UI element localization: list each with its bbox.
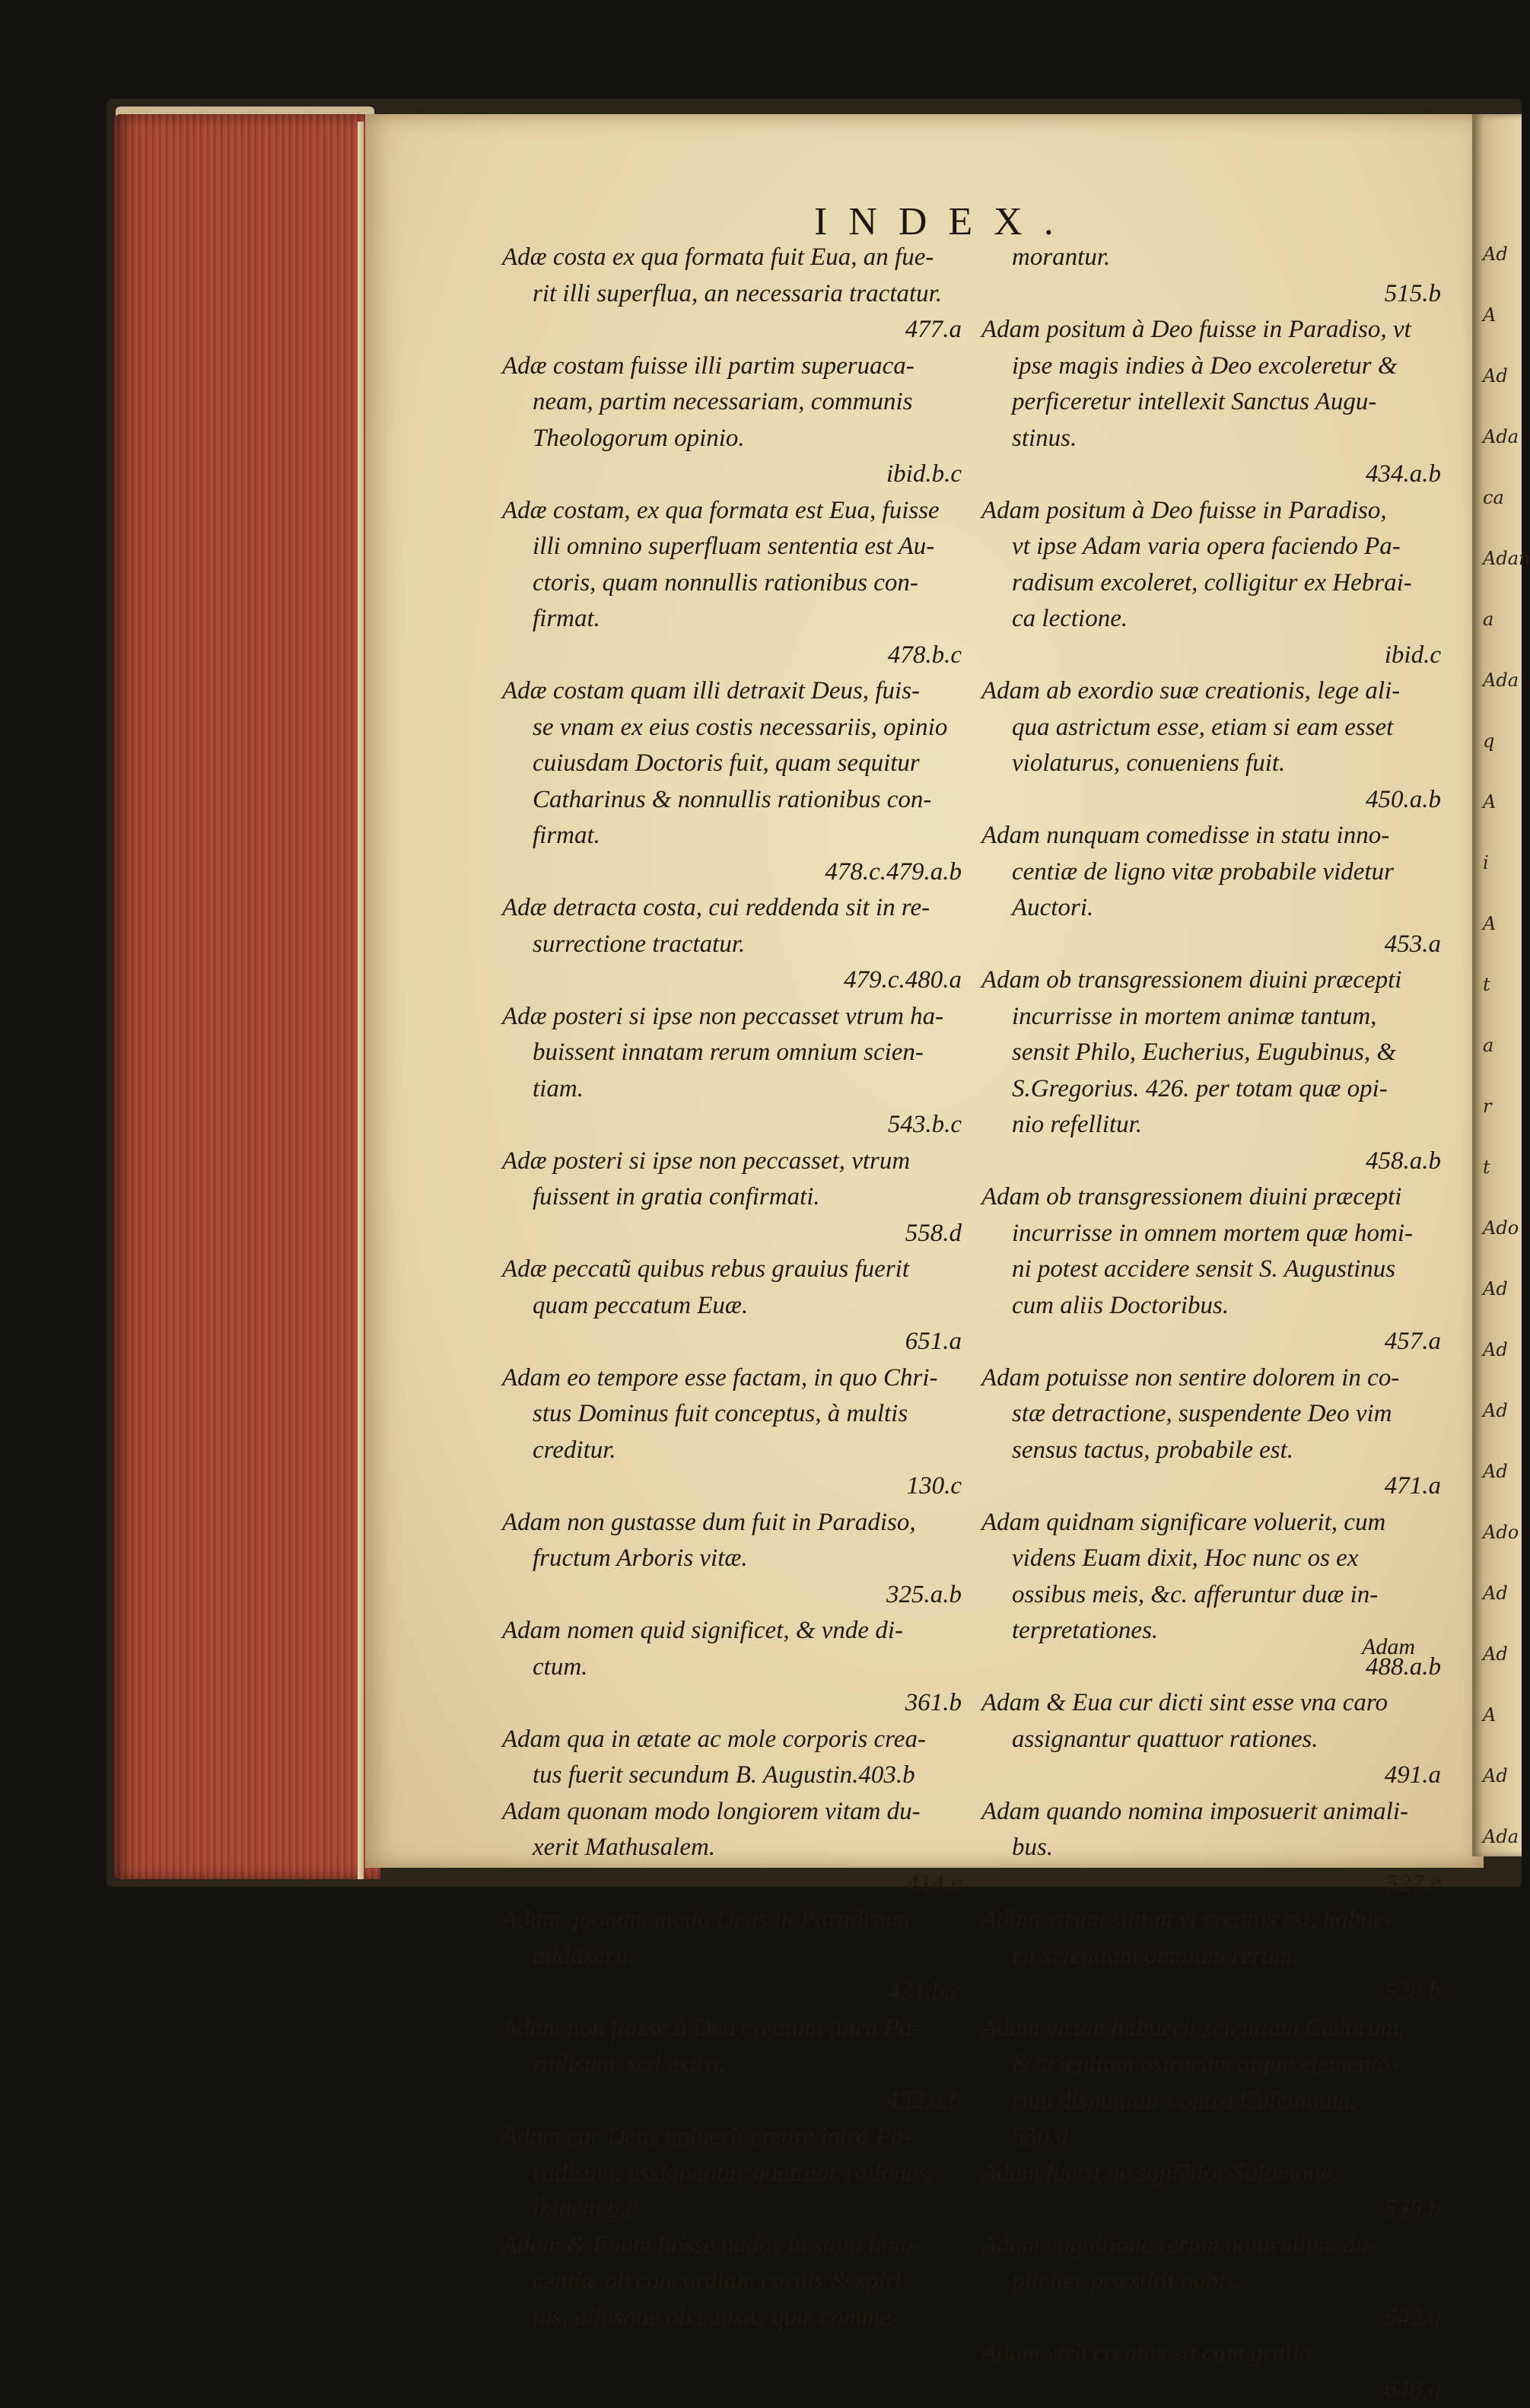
index-entry	[502, 1794, 966, 1903]
page-reference: 543.b.c	[502, 1107, 966, 1144]
facing-page-text-fragment: a	[1483, 609, 1493, 630]
entry-continuation-line: Auctori.	[981, 890, 1446, 927]
catchword: Adam	[1362, 1634, 1415, 1660]
entry-continuation-line: illi omnino superfluam sententia est Au-	[502, 529, 966, 565]
entry-continuation-line: radisum, assignantur quattuor rationes.	[502, 2155, 966, 2192]
index-entry	[502, 1722, 966, 1794]
entry-continuation-line: perficeretur intellexit Sanctus Augu-	[981, 384, 1446, 421]
facing-page-text-fragment: A	[1483, 1704, 1496, 1726]
entry-heading-line: Adam quonam modo Deus in Paradisum	[502, 1902, 966, 1939]
entry-continuation-line: adduxerit.	[502, 1939, 966, 1975]
facing-page-text-fragment: Ado	[1483, 1522, 1519, 1543]
entry-continuation-line: violaturus, conueniens fuit.	[981, 746, 1446, 782]
entry-heading-line: Adæ costam, ex qua formata est Eua, fuisse	[502, 493, 966, 530]
entry-continuation-line: ctum.	[502, 1649, 966, 1686]
index-entry	[502, 348, 966, 493]
entry-heading-line: Adam quidnam significare voluerit, cum	[981, 1505, 1446, 1541]
entry-continuation-line: 530.d	[981, 2119, 1446, 2155]
index-entry	[981, 1794, 1446, 1903]
entry-heading-line: Adam quando nomina imposuerit animali-	[981, 1794, 1446, 1831]
page-reference: 542.a	[981, 2300, 1446, 2336]
entry-continuation-line: & scientiam astrorum atque elemento-	[981, 2047, 1446, 2083]
entry-continuation-line: fructum Arboris vitæ.	[502, 1541, 966, 1577]
facing-page-text-fragment: Ada	[1483, 1826, 1519, 1847]
page-reference: 488.a.b	[981, 1649, 1446, 1686]
facing-page-text-fragment: i	[1483, 852, 1489, 873]
facing-page-text-fragment: Ada	[1483, 426, 1519, 447]
entry-heading-line: Adam non fuisse à Deo creatum intra Pa-	[502, 2011, 966, 2047]
index-entry	[981, 2011, 1446, 2155]
entry-continuation-line: S.Gregorius. 426. per totam quæ opi-	[981, 1071, 1446, 1108]
index-entry	[981, 2155, 1446, 2228]
index-entry	[502, 2011, 966, 2120]
entry-continuation-line: incurrisse in mortem animæ tantum,	[981, 999, 1446, 1035]
entry-continuation-line: tus, aliasque ob causas quæ comme-	[502, 2300, 966, 2336]
entry-continuation-line: cuiusdam Doctoris fuit, quam sequitur	[502, 746, 966, 782]
entry-continuation-line: incurrisse in omnem mortem quæ homi-	[981, 1216, 1446, 1252]
entry-continuation-line: centiæ ob concordiam carnis & spiri-	[502, 2263, 966, 2300]
facing-page-text-fragment: Ad	[1483, 365, 1508, 386]
entry-heading-line: Adæ peccatũ quibus rebus grauius fuerit	[502, 1252, 966, 1288]
entry-heading-line: Adam vtrum habuerit scientiam Cælorum,	[981, 2011, 1446, 2047]
page-reference: 477.a	[502, 312, 966, 348]
index-entry	[981, 312, 1446, 493]
entry-continuation-line: sensus tactus, probabile est.	[981, 1433, 1446, 1469]
entry-heading-line: Adam & Euam fuisse nudos in statu inno-	[502, 2228, 966, 2264]
entry-continuation-line: Catharinus & nonnullis rationibus con-	[502, 782, 966, 819]
index-entry	[981, 2336, 1446, 2408]
page-reference: 479.c.480.a	[502, 962, 966, 999]
page-reference: 453.a	[981, 927, 1446, 963]
facing-page-text-fragment: ca	[1483, 487, 1504, 508]
entry-heading-line: Adam vtrum statim vt creatus est, habue-	[981, 1902, 1446, 1939]
entry-continuation-line: videns Euam dixit, Hoc nunc os ex	[981, 1541, 1446, 1577]
facing-page-text-fragment: Ada	[1483, 670, 1519, 691]
index-entry	[981, 1902, 1446, 2011]
entry-heading-line: Adam vtrũ creatus sit cum gratia.	[981, 2336, 1446, 2372]
entry-continuation-line: ipse magis indies à Deo excoleretur &	[981, 348, 1446, 385]
entry-continuation-line: creditur.	[502, 1433, 966, 1469]
entry-heading-line: Adam ab exordio suæ creationis, lege ali-	[981, 673, 1446, 710]
page-reference: 450.a.b	[981, 782, 1446, 819]
facing-page-text-fragment: A	[1483, 913, 1496, 934]
facing-page-text-fragment: Ad	[1483, 1461, 1508, 1482]
index-entry	[981, 240, 1446, 312]
page-reference: 515.b	[981, 276, 1446, 313]
facing-page-text-fragment: t	[1483, 974, 1490, 995]
index-entry	[981, 673, 1446, 818]
entry-continuation-line: cum aliis Doctoribus.	[981, 1288, 1446, 1325]
entry-heading-line: Adam fuerit ne sapiẽtior Salomone.	[981, 2155, 1446, 2192]
entry-heading-line: Adam quonam modo longiorem vitam du-	[502, 1794, 966, 1831]
page-reference: 478.c.479.a.b	[502, 854, 966, 891]
entry-heading-line: Adam potuisse non sentire dolorem in co-	[981, 1360, 1446, 1397]
entry-heading-line: Adæ detracta costa, cui reddenda sit in re-	[502, 890, 966, 927]
entry-heading-line: Adam ob transgressionem diuini præcepti	[981, 962, 1446, 999]
index-column-right	[981, 240, 1446, 2408]
facing-page-text-fragment: r	[1483, 1096, 1491, 1117]
entry-heading-line: Adam non gustasse dum fuit in Paradiso,	[502, 1505, 966, 1541]
index-entry	[502, 240, 966, 348]
page-reference: 130.c	[502, 1468, 966, 1505]
entry-continuation-line: rit scientiam omnium rerum.	[981, 1939, 1446, 1975]
entry-heading-line: Adæ costam fuisse illi partim superuaca-	[502, 348, 966, 385]
entry-continuation-line: neam, partim necessariam, communis	[502, 384, 966, 421]
index-entry	[502, 1902, 966, 2011]
index-column-left	[502, 240, 966, 2336]
entry-continuation-line: radisum, sed extra.	[502, 2047, 966, 2083]
index-entry	[502, 673, 966, 890]
facing-page-text-fragment: A	[1483, 791, 1496, 813]
entry-heading-line: Adam & Eua cur dicti sint esse vna caro	[981, 1685, 1446, 1722]
entry-continuation-line: se vnam ex eius costis necessariis, opinio	[502, 710, 966, 746]
index-entry	[502, 2228, 966, 2336]
index-entry	[981, 1685, 1446, 1794]
entry-heading-line: Adam nomen quid significet, & vnde di-	[502, 1613, 966, 1649]
index-entry	[502, 1613, 966, 1722]
entry-continuation-line: ni potest accidere sensit S. Augustinus	[981, 1252, 1446, 1288]
page-reference: 558.d	[502, 1216, 966, 1252]
page-reference: 432.a.b	[502, 2083, 966, 2120]
entry-heading-line: Adam eo tempore esse factam, in quo Chri-	[502, 1360, 966, 1397]
entry-continuation-line: nio refellitur.	[981, 1107, 1446, 1144]
page-reference: 414.c	[502, 1866, 966, 1903]
page-reference: 471.a	[981, 1468, 1446, 1505]
entry-continuation-line: stinus.	[981, 421, 1446, 457]
entry-continuation-line: fuissent in gratia confirmati.	[502, 1179, 966, 1216]
entry-continuation-line: stus Dominus fuit conceptus, à multis	[502, 1396, 966, 1433]
page-reference: 431.b.c	[502, 1974, 966, 2011]
page-reference: 646.a	[981, 2372, 1446, 2408]
page-reference: 535.b	[981, 2191, 1446, 2228]
facing-page-text-fragment: Adan	[1483, 548, 1530, 569]
entry-continuation-line: tus fuerit secundum B. Augustin.403.b	[502, 1757, 966, 1794]
entry-continuation-line: sensit Philo, Eucherius, Eugubinus, &	[981, 1035, 1446, 1071]
entry-continuation-line: rum disputatur contra Caietanum.	[981, 2083, 1446, 2120]
entry-continuation-line: firmat.	[502, 601, 966, 638]
index-entry	[502, 2119, 966, 2228]
page-reference: 457.a	[981, 1324, 1446, 1360]
entry-heading-line: Adæ posteri si ipse non peccasset, vtrum	[502, 1144, 966, 1180]
facing-page-text-fragment: Ad	[1483, 1583, 1508, 1604]
index-entry	[981, 2228, 1446, 2336]
facing-page-text-fragment: t	[1483, 1156, 1490, 1178]
entry-continuation-line: ctoris, quam nonnullis rationibus con-	[502, 565, 966, 602]
page-reference: ibid.c	[981, 638, 1446, 674]
index-entry	[502, 493, 966, 674]
entry-continuation-line: pliciter præstitit nobis.	[981, 2263, 1446, 2300]
entry-continuation-line: vt ipse Adam varia opera faciendo Pa-	[981, 529, 1446, 565]
index-entry	[502, 1505, 966, 1614]
page-reference: 434.a.b	[981, 456, 1446, 493]
entry-heading-line: Adam ob transgressionem diuini præcepti	[981, 1179, 1446, 1216]
page-reference: ibid.b.c	[502, 456, 966, 493]
entry-heading-line: Adam cognitione rerum naturalium du-	[981, 2228, 1446, 2264]
entry-continuation-line: bus.	[981, 1830, 1446, 1866]
facing-page-text-fragment: Ad	[1483, 1339, 1508, 1360]
entry-heading-line: Adam cur Deus noluerit creare intra Pa-	[502, 2119, 966, 2155]
index-entry	[981, 1179, 1446, 1360]
page-reference: 491.a	[981, 1757, 1446, 1794]
entry-continuation-line: qua astrictum esse, etiam si eam esset	[981, 710, 1446, 746]
entry-heading-line: Adæ costam quam illi detraxit Deus, fuis-	[502, 673, 966, 710]
entry-continuation-line: radisum excoleret, colligitur ex Hebrai-	[981, 565, 1446, 602]
entry-continuation-line: firmat.	[502, 818, 966, 854]
page-reference: 528.b	[981, 1974, 1446, 2011]
index-entry	[981, 1360, 1446, 1505]
index-entry	[502, 999, 966, 1144]
entry-continuation-line: terpretationes.	[981, 1613, 1446, 1649]
page-reference: 361.b	[502, 1685, 966, 1722]
facing-page-fragment	[1472, 114, 1522, 1856]
entry-heading-line: Adam positum à Deo fuisse in Paradiso,	[981, 493, 1446, 530]
index-entry	[981, 962, 1446, 1179]
entry-continuation-line: stæ detractione, suspendente Deo vim	[981, 1396, 1446, 1433]
facing-page-text-fragment: Ad	[1483, 1643, 1508, 1665]
entry-continuation-line: ca lectione.	[981, 601, 1446, 638]
index-entry	[502, 890, 966, 999]
gutter-fold	[358, 122, 364, 1879]
entry-heading-line: Adam qua in ætate ac mole corporis crea-	[502, 1722, 966, 1758]
entry-heading-line: Adam positum à Deo fuisse in Paradiso, vt	[981, 312, 1446, 348]
facing-page-text-fragment: a	[1483, 1035, 1493, 1056]
entry-continuation-line: rit illi superflua, an necessaria tractatur.	[502, 276, 966, 313]
entry-continuation-line: centiæ de ligno vitæ probabile videtur	[981, 854, 1446, 891]
entry-heading-line: Adæ posteri si ipse non peccasset vtrum ha-	[502, 999, 966, 1035]
entry-heading-line: Adæ costa ex qua formata fuit Eua, an fue-	[502, 240, 966, 276]
facing-page-text-fragment: q	[1483, 730, 1494, 752]
entry-continuation-line: ossibus meis, &c. afferuntur duæ in-	[981, 1577, 1446, 1614]
index-entry	[502, 1360, 966, 1505]
entry-heading-line: Adam nunquam comedisse in statu inno-	[981, 818, 1446, 854]
entry-continuation-line: buissent innatam rerum omnium scien-	[502, 1035, 966, 1071]
page-reference: 527.c	[981, 1866, 1446, 1903]
facing-page-text-fragment: Ad	[1483, 1400, 1508, 1421]
index-entry	[981, 818, 1446, 962]
page-reference: 458.a.b	[981, 1144, 1446, 1180]
index-entry	[981, 493, 1446, 674]
page-block-red-edges	[114, 114, 380, 1879]
index-entry	[502, 1144, 966, 1252]
entry-continuation-line: quam peccatum Euæ.	[502, 1288, 966, 1325]
facing-page-text-fragment: Ado	[1483, 1217, 1519, 1239]
page-reference: 651.a	[502, 1324, 966, 1360]
facing-page-text-fragment: Ad	[1483, 1278, 1508, 1299]
entry-heading-line: morantur.	[981, 240, 1446, 276]
page-reference: 478.b.c	[502, 638, 966, 674]
facing-page-text-fragment: Ad	[1483, 1765, 1508, 1786]
index-entry	[502, 1252, 966, 1360]
entry-continuation-line: surrectione tractatur.	[502, 927, 966, 963]
entry-continuation-line: Theologorum opinio.	[502, 421, 966, 457]
page-reference: 325.a.b	[502, 1577, 966, 1614]
entry-continuation-line: assignantur quattuor rationes.	[981, 1722, 1446, 1758]
entry-continuation-line: tiam.	[502, 1071, 966, 1108]
facing-page-text-fragment: Ad	[1483, 243, 1508, 265]
facing-page-text-fragment: A	[1483, 304, 1496, 326]
entry-continuation-line: xerit Mathusalem.	[502, 1830, 966, 1866]
page-header: INDEX.	[814, 199, 1075, 244]
entry-continuation-line: ibidem b.c	[502, 2191, 966, 2228]
